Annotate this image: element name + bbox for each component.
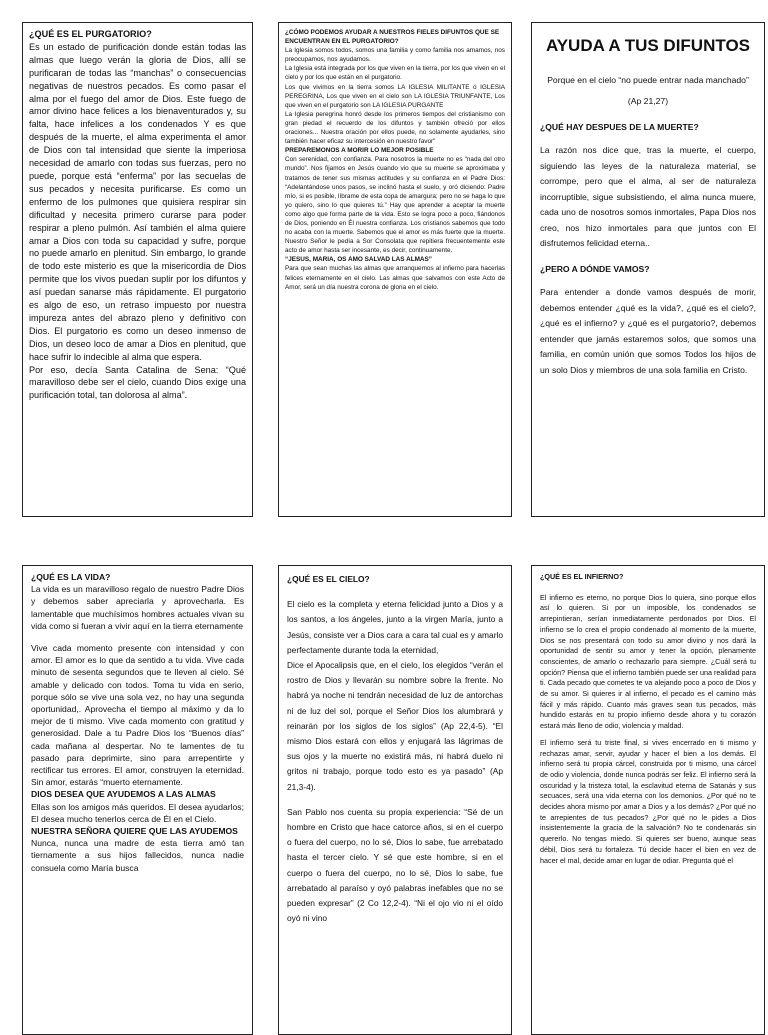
despues-muerte-text: La razón nos dice que, tras la muerte, el cuerpo, siguiendo las leyes de la naturaleza material, se corrompe, pero que el alma, al ser de naturaleza incorruptible, sigue subsistiendo, el alma nunca muere, cada uno de nosotros somos inmortales, Papa Dios nos creo, nos hizo inmortales para que juntos con El disfrutemos felicidad eterna.. [540,145,756,248]
senora-text: Nunca, nunca una madre de esta tierra amó tan tiernamente a sus hijos fallecidos, nunca nadie consuela como María busca [31,838,244,873]
despues-muerte-heading: ¿QUÉ HAY DESPUES DE LA MUERTE? [540,121,699,132]
infierno-panel [531,565,765,1035]
almas-text: Para que sean muchas las almas que arranquemos al infierno para hacerlas felices eternamente en el cielo. Las almas que salvamos con este Acto de Amor, será un día nuestra corona de gloria en el cielo. [285,265,505,291]
purgatorio-body: Es un estado de purificación donde están todas las almas que luego verán la gloria de Dios, allí se purificaran de todas las “manchas” o consecuencias negativas de nuestros pecados. Es como pasar el alma por el fuego del amor de Dios. Este fuego de amor divino hace felices a los bienaventurados y, su falta, hace infelices a los condenados Y es que después de la muerte, el alma experimenta el amor de Dios con tal intensidad que siente la imperiosa necesidad de amarlo con todas sus fuerzas, pero no puede, porque está “enferma” por las secuelas de sus pecados y necesita purificarse. Es como un enfermo de los pulmones que quisiera respirar sin dificultad y necesita primero curarse para poder respirar a pleno pulmón. Así también el alma quiere amar a Dios con toda su capacidad y sufre, porque no puede amarlo en plenitud. Sin embargo, lo grande de todo este misterio es que la misericordia de Dios permite que los vivos puedan suplir por los difuntos y así puedan sanarse más rápidamente. El purgatorio es algo de eso, un retraso impuesto por nuestra impureza antes del abrazo pleno y definitivo con Dios. El purgatorio es como un deseo inmenso de Dios, un deseo loco de amar a Dios en plenitud, que hace sufrir lo indecible al alma que espera. [29,41,246,362]
purgatorio-panel [22,22,253,517]
purgatorio-quote: Por eso, decía Santa Catalina de Sena: “Qué maravilloso debe ser el cielo, cuando Dios exige una purificación total, tan dolorosa al alma”. [29,364,246,401]
vida-heading: ¿QUÉ ES LA VIDA? [31,572,111,582]
como-ayudar-heading: ¿CÓMO PODEMOS AYUDAR A NUESTROS FIELES DIFUNTOS QUE SE ENCUENTRAN EN EL PURGATORIO? [285,29,500,46]
donde-vamos-text: Para entender a donde vamos después de morir, debemos entender ¿qué es la vida?, ¿qué es el cielo?, ¿qué es el infierno? y ¿qué es el purgatorio?, debemos entender que jamás estaremos solos, que somos una familia, en común unión que somos Todos los hijos de un solo Dios y miembros de una sola familia en Cristo. [540,287,756,375]
dios-desea-heading: DIOS DESEA QUE AYUDEMOS A LAS ALMAS [31,789,216,800]
jesus-maria-heading: “JESUS, MARIA, OS AMO SALVAD LAS ALMAS” [285,256,432,264]
iglesia-militante-text: Los que vivimos en la tierra somos LA IGLESIA MILITANTE ó IGLESIA PEREGRINA, Los que viven en el cielo son LA IGLESIA TRIUNFANTE, Los que viven en el purgatorio son LA IGLESIA PURGANTE [285,83,505,109]
cielo-panel [278,565,512,1035]
cover-reference: (Ap 21,27) [627,96,669,106]
infierno-text-2: El infierno será tu triste final, si vives encerrado en ti mismo y rechazas amar, servir, ayudar y hacer el bien a los demás. El infierno será tu propia cárcel, construida por ti mismo, una cárcel de odio y violencia, donde nunca podrás ser feliz. El infierno será la oscuridad y la tristeza total, la esclavitud eterna de Satanás y sus secuaces, será una vida eterna con los demonios. ¿Por qué no te decides ahora mismo por amar a Dios y a los demás? ¿Por qué no te arrepientes de tus pecados? ¿Por qué no le pides a Dios insistentemente la gracia de la salvación? No te condenarás sin quererlo. No tengas miedo. Si quieres ser bueno, aunque seas débil, Dios será tu fortaleza. Tú decide hacer el bien en vez de hacer el mal, decide amar en lugar de odiar. Pregunta qué el [540,737,756,865]
senora-heading: NUESTRA SEÑORA QUIERE QUE LAS AYUDEMOS [31,826,238,837]
cover-subtitle: Porque en el cielo “no puede entrar nada manchado” [547,75,749,85]
dios-desea-text: Ellas son los amigos más queridos. El desea ayudarlos; El desea mucho tenerlos cerca de Él en el Cielo. [31,801,244,824]
preparemonos-heading: PREPAREMONOS A MORIR LO MEJOR POSIBLE [285,147,434,155]
infierno-heading: ¿QUÉ ES EL INFIERNO? [540,572,624,581]
preparemonos-text: Con serenidad, con confianza. Para nosotros la muerte no es “nada del otro mundo”. Nos fijamos en Jesús cuando vio que su muerte se aproximaba y tratamos de tener sus mismas actitudes y su confianza en el Padre Dios: “Adelantándose unos pasos, se inclinó hasta el suelo, y oró diciendo: Padre mío, si es posible, líbrame de esta copa de amargura; pero no se haga lo que yo quiero, sino lo que quieres tú.” Hay que aprender a aceptar la muerte como algo que forma parte de la vida. Esto se logra poco a poco, fiándonos de Dios, poniendo en Él nuestra confianza. Los cristianos sabemos que todo no acaba con la muerte. Sabemos que el amor es más fuerte que la muerte. Nuestro Señor le pedía a Sor Consolata que repitiera frecuentemente este acto de amor hasta ser incesante, es decir, continuamente. [285,156,505,255]
vida-panel [22,565,253,1035]
iglesia-familia-text: La Iglesia somos todos, somos una familia y como familia nos amamos, nos preocupamos, nos ayudamos. [285,47,505,64]
vida-intro: La vida es un maravilloso regalo de nuestro Padre Dios y debemos saber apreciarla y aprovecharla. Es lamentable que muchísimos hombres actuales vivan su vida como si fueran a vivir aquí en la tierra eternamente [31,584,244,631]
cover-panel [531,22,765,517]
apocalipsis-text: Dice el Apocalipsis que, en el cielo, los elegidos “verán el rostro de Dios y llevarán su nombre sobre la frente. No habrá ya noche ni tendrán necesidad de luz de antorchas ni de luz del sol, porque el Señor Dios los alumbrará y reinarán por los siglos de los siglos” (Ap 22,4-5). “El mismo Dios estará con ellos y enjugará las lágrimas de sus ojos y la muerte no existirá más, ni habrá duelo ni gritos ni trabajo, porque todo esto es ya pasado” (Ap 21,3-4). [287,660,503,792]
san-pablo-text: San Pablo nos cuenta su propia experiencia: “Sé de un hombre en Cristo que hace catorce años, si en el cuerpo o fuera del cuerpo, no lo sé, Dios lo sabe, fue arrebatado hasta el tercer cielo. Y sé que este hombre, si en el cuerpo o fuera del cuerpo, no lo sé, Dios lo sabe, fue arrebatado al paraíso y oyó palabras inefables que no se pueden expresar” (2 Co 12,2-4). “Ni el ojo vio ni el oído oyó ni vino [287,806,503,924]
como-ayudar-panel [278,22,512,517]
donde-vamos-heading: ¿PERO A DÓNDE VAMOS? [540,263,650,274]
iglesia-peregrina-text: La Iglesia peregrina honró desde los primeros tiempos del cristianismo con gran piedad el recuerdo de los difuntos y también ofreció por ellos oraciones... Nuestra oración por ellos puede, no solamente ayudarles, sino también hacer eficaz su intercesión en nuestro favor” [285,110,505,146]
cover-title: AYUDA A TUS DIFUNTOS [545,36,751,55]
cielo-intro: El cielo es la completa y eterna felicidad junto a Dios y a los santos, a los ángeles, junto a la virgen María, junto a Jesús, consiste ver a Dios cara a cara tal cual es y amarlo perfectamente durante toda la eternidad, [287,599,503,655]
iglesia-integrada-text: La Iglesia está integrada por los que viven en la tierra, por los que viven en el cielo y por los que están en el purgatorio. [285,65,505,82]
cielo-heading: ¿QUÉ ES EL CIELO? [287,574,370,584]
purgatorio-heading: ¿QUÉ ES EL PURGATORIO? [29,29,152,39]
infierno-text-1: El infierno es eterno, no porque Dios lo quiera, sino porque ellos así lo quieren. Si por un imposible, los condenados se arrepintieran, serían inmediatamente perdonados por Dios. El infierno se lo crea el propio condenado al momento de la muerte, Dios se nos presentará con todo su amor divino y nos dará la oportunidad de sentir su amor y tener la opción, plenamente conscientes, de amarlo o rechazarlo para siempre. ¿Cuál será tu opción? Piensa que el infierno también puede ser una realidad para ti. Cada pecado que cometes te va alejando poco a poco de Dios y de su amor. Si quieres ir al infierno, el pecado es el camino más fácil y más rápido. Cuanto más graves sean tus pecados, más hundido estarás en tu propio infierno desde ahora y tu corazón estará más lleno de odio, violencia y maldad. [540,592,756,731]
vida-body: Vive cada momento presente con intensidad y con amor. El amor es lo que da sentido a tu vida. Vive cada minuto de sesenta segundos que te lleven al cielo. Sé amable y delicado con todos. Toma tu vida en serio, porque sólo se vive una sola vez, no hay una segunda oportunidad,. Aprovecha el tiempo al máximo y da lo mejor de ti mismo. Vive cada momento con gratitud y generosidad. Dale a tu Padre Dios los “Buenos días” cada mañana al despertar. No te lamentes de tu pasado para deprimirte, sino para arrepentirte y rectificar tus errores. El amor, construyen la eternidad. Sin amor, estarás “muerto eternamente. [31,643,244,788]
